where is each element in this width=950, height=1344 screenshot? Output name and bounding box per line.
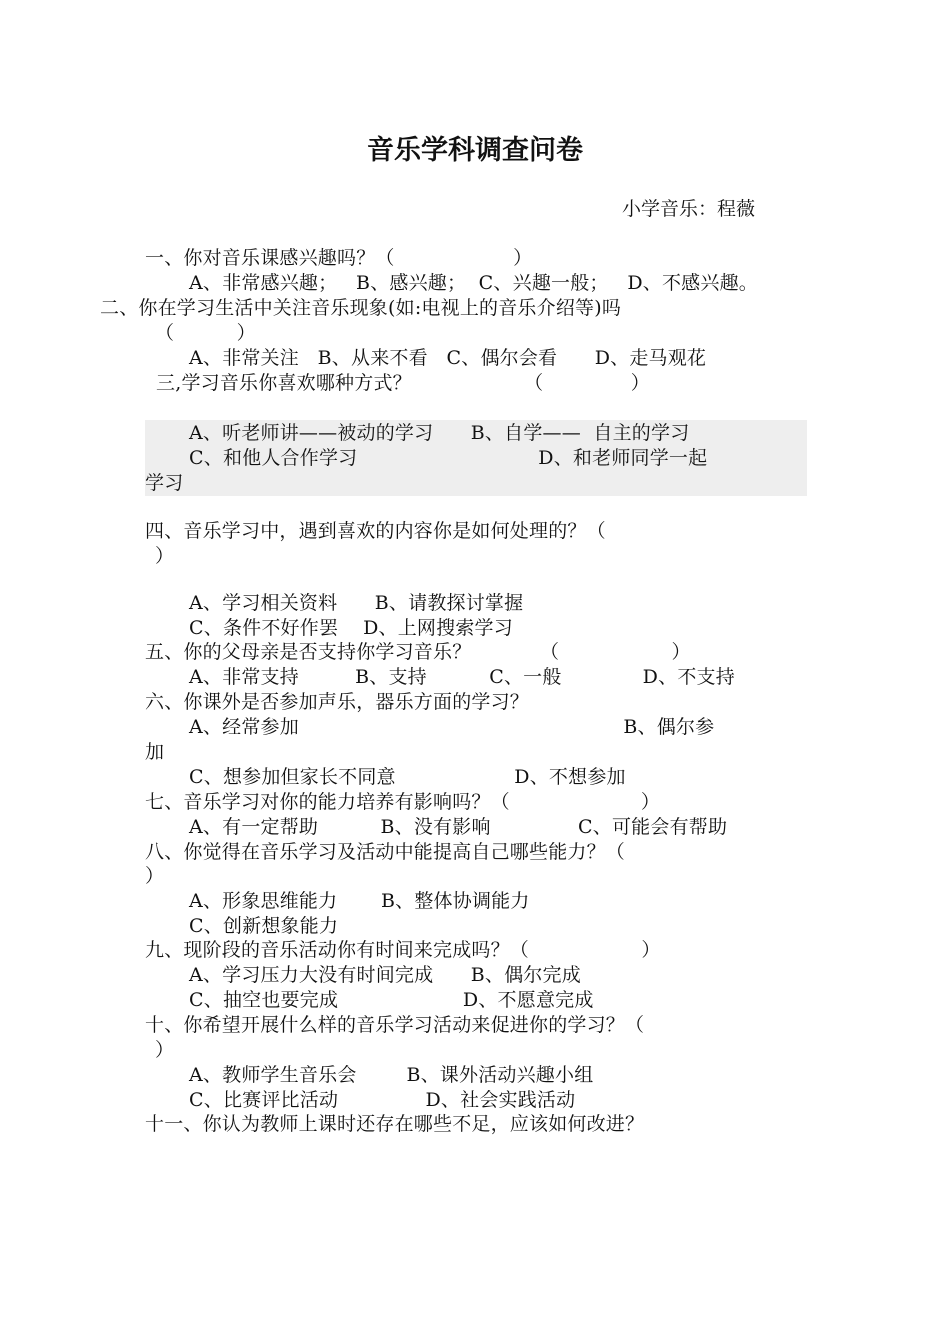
question-6-text: 六、你课外是否参加声乐，器乐方面的学习？	[145, 691, 530, 713]
question-5-text: 五、你的父母亲是否支持你学习音乐？ （ ）	[145, 641, 691, 663]
question-7-text: 七、音乐学习对你的能力培养有影响吗？（ ）	[145, 791, 661, 813]
question-10-blank: ）	[155, 1039, 175, 1061]
question-1-options: A、非常感兴趣； B、感兴趣； C、兴趣一般； D、不感兴趣。	[189, 272, 758, 294]
question-6-options-cd: C、想参加但家长不同意 D、不想参加	[189, 766, 626, 788]
question-9-options-ab: A、学习压力大没有时间完成 B、偶尔完成	[189, 964, 581, 986]
question-11-text: 十一、你认为教师上课时还存在哪些不足，应该如何改进？	[145, 1113, 645, 1135]
question-2-options: A、非常关注 B、从来不看 C、偶尔会看 D、走马观花	[189, 347, 707, 369]
question-10-options-ab: A、教师学生音乐会 B、课外活动兴趣小组	[189, 1064, 594, 1086]
question-2-blank: （ ）	[155, 322, 256, 344]
question-3-text: 三,学习音乐你喜欢哪种方式？ （ ）	[156, 372, 650, 394]
question-4-text: 四、音乐学习中，遇到喜欢的内容你是如何处理的？（	[145, 520, 606, 542]
question-4-options-ab: A、学习相关资料 B、请教探讨掌握	[189, 592, 524, 614]
question-8-blank: ）	[145, 865, 165, 887]
question-6-options-ab: A、经常参加 B、偶尔参	[189, 716, 715, 738]
question-7-options: A、有一定帮助 B、没有影响 C、可能会有帮助	[189, 816, 728, 838]
question-1-text: 一、你对音乐课感兴趣吗？（ ）	[145, 247, 533, 269]
question-6-wrap: 加	[145, 741, 165, 763]
question-9-options-cd: C、抽空也要完成 D、不愿意完成	[189, 989, 594, 1011]
question-4-blank: ）	[155, 545, 175, 567]
page-title: 音乐学科调查问卷	[367, 135, 583, 166]
question-4-options-cd: C、条件不好作罢 D、上网搜索学习	[189, 617, 513, 639]
question-5-options: A、非常支持 B、支持 C、一般 D、不支持	[189, 666, 735, 688]
question-10-text: 十、你希望开展什么样的音乐学习活动来促进你的学习？（	[145, 1014, 645, 1036]
author-line: 小学音乐：程薇	[622, 198, 756, 220]
question-3-options-ab: A、听老师讲——被动的学习 B、自学—— 自主的学习	[189, 422, 690, 444]
question-3-wrap: 学习	[145, 472, 184, 494]
question-9-text: 九、现阶段的音乐活动你有时间来完成吗？（ ）	[145, 939, 661, 961]
question-8-options-ab: A、形象思维能力 B、整体协调能力	[189, 890, 530, 912]
question-10-options-cd: C、比赛评比活动 D、社会实践活动	[189, 1089, 576, 1111]
question-2-text: 二、你在学习生活中关注音乐现象(如:电视上的音乐介绍等)吗	[100, 297, 622, 319]
question-8-text: 八、你觉得在音乐学习及活动中能提高自己哪些能力？（	[145, 841, 626, 863]
question-3-options-cd: C、和他人合作学习 D、和老师同学一起	[189, 447, 708, 469]
question-8-options-c: C、创新想象能力	[189, 915, 339, 937]
